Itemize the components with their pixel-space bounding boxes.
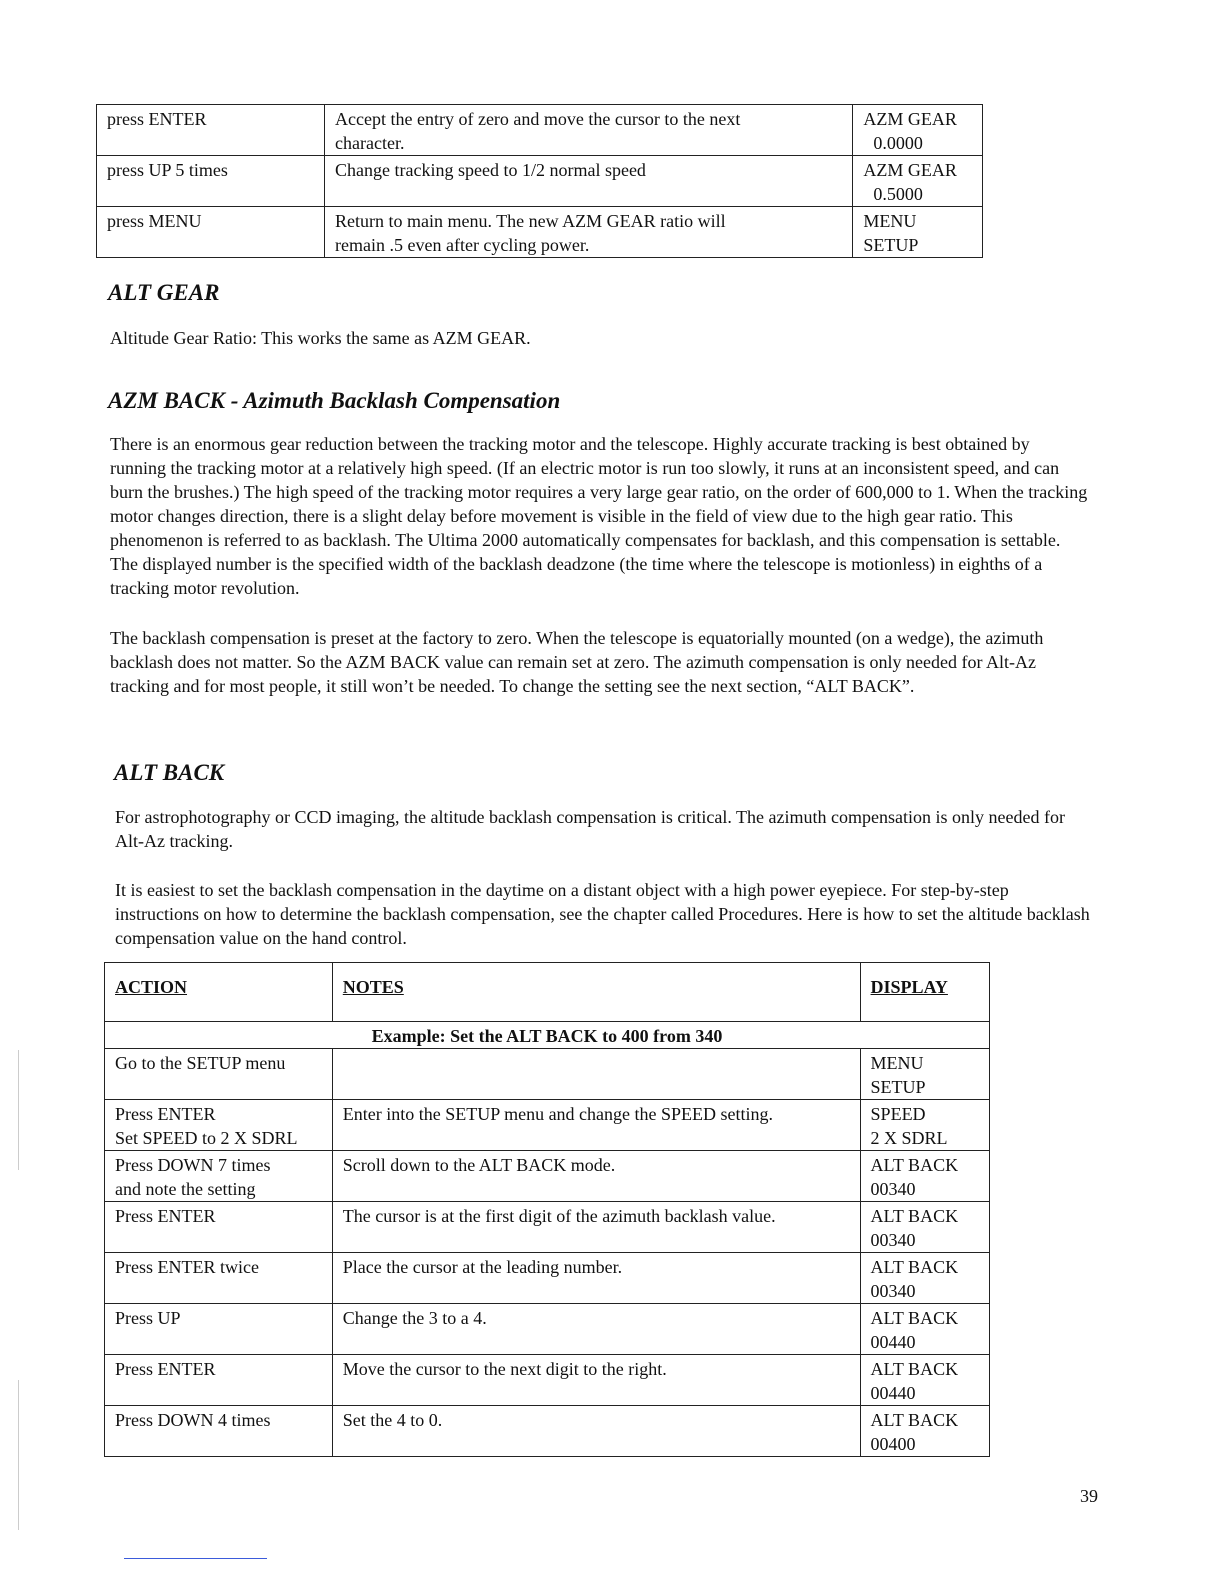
notes-line: remain .5 even after cycling power. [335, 235, 590, 255]
action-cell [105, 1049, 333, 1100]
table-row [105, 1151, 990, 1202]
alt-back-steps-table [104, 962, 990, 1457]
table-row [97, 105, 983, 156]
display-cell [860, 1355, 989, 1406]
display-line: 00400 [870, 1434, 916, 1454]
notes-cell [332, 1049, 860, 1100]
notes-cell: Scroll down to the ALT BACK mode. [332, 1151, 860, 1202]
column-header-display: DISPLAY [860, 963, 989, 1022]
display-line: 0.0000 [873, 133, 923, 153]
notes-cell [325, 105, 853, 156]
notes-cell [325, 156, 853, 207]
display-line: ALT BACK [870, 1308, 959, 1328]
notes-cell: Set the 4 to 0. [332, 1406, 860, 1457]
notes-cell: Enter into the SETUP menu and change the SPEED setting. [332, 1100, 860, 1151]
scan-edge-mark [18, 1380, 19, 1530]
display-line: AZM GEAR [863, 109, 957, 129]
display-line: SPEED [870, 1104, 926, 1124]
table-row [105, 1406, 990, 1457]
action-line: Press ENTER [115, 1104, 216, 1124]
notes-cell: Move the cursor to the next digit to the right. [332, 1355, 860, 1406]
display-line: SETUP [863, 235, 919, 255]
display-line: SETUP [870, 1077, 926, 1097]
display-line: 00440 [870, 1383, 916, 1403]
action-cell: press ENTER [97, 105, 325, 156]
display-line: 00340 [870, 1281, 916, 1301]
table-header-row [105, 963, 990, 1022]
action-cell [105, 1253, 333, 1304]
action-line: Go to the SETUP menu [115, 1053, 286, 1073]
alt-gear-body: Altitude Gear Ratio: This works the same as AZM GEAR. [110, 328, 531, 348]
action-cell [105, 1202, 333, 1253]
display-line: ALT BACK [870, 1359, 959, 1379]
table-row [105, 1202, 990, 1253]
display-cell [853, 105, 983, 156]
action-line: and note the setting [115, 1179, 256, 1199]
column-header-action: ACTION [105, 963, 333, 1022]
notes-line: Return to main menu. The new AZM GEAR ratio will [335, 211, 726, 231]
table-row [97, 156, 983, 207]
action-line: Press UP [115, 1308, 181, 1328]
notes-cell: Change the 3 to a 4. [332, 1304, 860, 1355]
display-line: ALT BACK [870, 1206, 959, 1226]
action-line: Press ENTER twice [115, 1257, 259, 1277]
display-cell [860, 1049, 989, 1100]
display-cell [860, 1406, 989, 1457]
footer-rule [124, 1558, 267, 1559]
azm-back-heading: AZM BACK - Azimuth Backlash Compensation [108, 388, 561, 413]
notes-line: Accept the entry of zero and move the cursor to the next [335, 109, 741, 129]
action-line: Press ENTER [115, 1206, 216, 1226]
column-header-notes: NOTES [332, 963, 860, 1022]
display-line: ALT BACK [870, 1155, 959, 1175]
notes-line: Change tracking speed to 1/2 normal speed [335, 160, 646, 180]
azm-back-paragraph-2: The backlash compensation is preset at the factory to zero. When the telescope is equatorially mounted (on a wedge), the azimuth backlash does not matter. So the AZM BACK value can remain set at zero. The azimuth compensation is only needed for Alt-Az tracking and for most people, it still won’t be needed. To change the setting see the next section, “ALT BACK”. [110, 628, 1044, 696]
example-caption: Example: Set the ALT BACK to 400 from 340 [105, 1022, 990, 1049]
notes-line: character. [335, 133, 405, 153]
display-cell [853, 207, 983, 258]
display-line: MENU [863, 211, 917, 231]
action-line: Press ENTER [115, 1359, 216, 1379]
alt-back-heading: ALT BACK [114, 760, 225, 785]
action-line: Press DOWN 4 times [115, 1410, 271, 1430]
table-row [105, 1100, 990, 1151]
display-cell [860, 1100, 989, 1151]
display-line: AZM GEAR [863, 160, 957, 180]
display-line: 00340 [870, 1179, 916, 1199]
notes-cell [325, 207, 853, 258]
action-cell [105, 1100, 333, 1151]
display-cell [853, 156, 983, 207]
action-cell [105, 1304, 333, 1355]
action-cell [105, 1355, 333, 1406]
table-row [105, 1304, 990, 1355]
display-line: 2 X SDRL [870, 1128, 948, 1148]
azm-back-paragraph-1: There is an enormous gear reduction between the tracking motor and the telescope. Highly accurate tracking is best obtained by running the tracking motor at a relatively high speed. (If an electric motor is run too slowly, it runs at an inconsistent speed, and can burn the brushes.) The high speed of the tracking motor requires a very large gear ratio, on the order of 600,000 to 1. When the tracking motor changes direction, there is a slight delay before movement is visible in the field of view due to the high gear ratio. This phenomenon is referred to as backlash. The Ultima 2000 automatically compensates for backlash, and this compensation is settable. The displayed number is the specified width of the backlash deadzone (the time where the telescope is motionless) in eighths of a tracking motor revolution. [110, 434, 1088, 598]
action-line: Set SPEED to 2 X SDRL [115, 1128, 298, 1148]
action-cell: press MENU [97, 207, 325, 258]
display-line: ALT BACK [870, 1410, 959, 1430]
display-cell [860, 1202, 989, 1253]
scan-edge-mark [18, 1050, 19, 1170]
page-number: 39 [1080, 1486, 1098, 1506]
display-line: ALT BACK [870, 1257, 959, 1277]
alt-back-paragraph-2: It is easiest to set the backlash compensation in the daytime on a distant object with a high power eyepiece. For step-by-step instructions on how to determine the backlash compensation, see the chapter called Procedures. Here is how to set the altitude backlash compensation value on the hand control. [115, 880, 1090, 948]
display-cell [860, 1151, 989, 1202]
table-row [105, 1355, 990, 1406]
display-line: 00440 [870, 1332, 916, 1352]
action-cell: press UP 5 times [97, 156, 325, 207]
table-row [105, 1253, 990, 1304]
table-row [97, 207, 983, 258]
display-line: 00340 [870, 1230, 916, 1250]
azm-gear-steps-table [96, 104, 983, 258]
action-cell [105, 1151, 333, 1202]
display-cell [860, 1304, 989, 1355]
alt-back-paragraph-1: For astrophotography or CCD imaging, the altitude backlash compensation is critical. The azimuth compensation is only needed for Alt-Az tracking. [115, 807, 1065, 851]
display-line: 0.5000 [873, 184, 923, 204]
alt-gear-heading: ALT GEAR [108, 280, 220, 305]
table-row [105, 1049, 990, 1100]
action-line: Press DOWN 7 times [115, 1155, 271, 1175]
action-cell [105, 1406, 333, 1457]
notes-cell: Place the cursor at the leading number. [332, 1253, 860, 1304]
display-line: MENU [870, 1053, 924, 1073]
display-cell [860, 1253, 989, 1304]
example-row [105, 1022, 990, 1049]
notes-cell: The cursor is at the first digit of the azimuth backlash value. [332, 1202, 860, 1253]
